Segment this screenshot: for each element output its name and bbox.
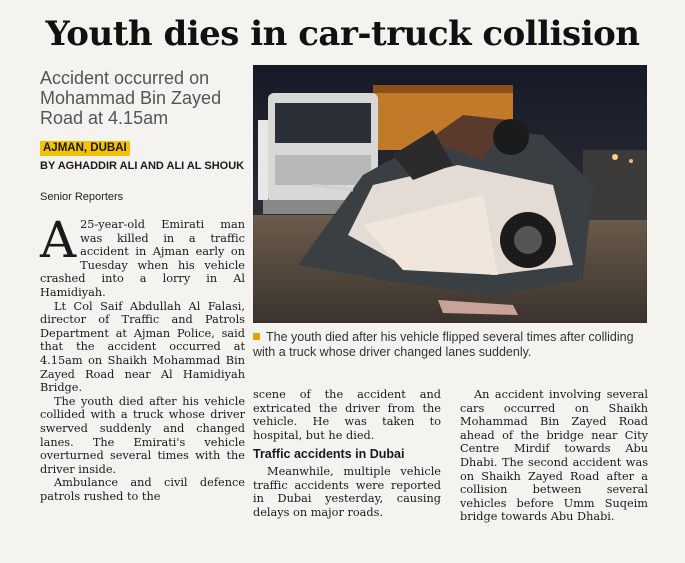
- drop-cap: A: [40, 211, 77, 269]
- subheadline: Accident occurred on Mohammad Bin Zayed Road at 4.15am: [40, 68, 222, 128]
- caption-marker: [253, 333, 260, 340]
- article-paragraph: [40, 211, 245, 300]
- article-paragraph: Meanwhile, multiple vehicle traffic accidents were reported in Dubai yesterday, causing delays on major roads.: [253, 464, 441, 519]
- section-subhead: Traffic accidents in Dubai: [253, 447, 405, 462]
- byline: BY AGHADDIR ALI AND ALI AL SHOUK: [40, 160, 245, 172]
- caption-text: The youth died after his vehicle flipped several times after colliding with a truck whose driver changed lanes suddenly.: [253, 330, 634, 359]
- article-paragraph: An accident involving several cars occurred on Shaikh Mohammad Bin Zayed Road ahead of the bridge near City Centre Mirdif towards Abu Dhabi. The second accident was on Shaikh Zayed Road after a collision between several vehicles before Umm Suqeim bridge towards Abu Dhabi.: [460, 388, 648, 524]
- photo-caption: [253, 330, 647, 360]
- article-column-3: [460, 388, 648, 524]
- article-column-1: [40, 211, 245, 503]
- article-paragraph: The youth died after his vehicle collided with a truck whose driver swerved suddenly and changed lanes. The Emirati's vehicle overturned several times with the driver inside.: [40, 394, 245, 476]
- dateline: AJMAN, DUBAI: [40, 141, 130, 156]
- accident-photo: [253, 65, 647, 323]
- accident-photo-graphic: [253, 65, 647, 323]
- paragraph-text: 25-year-old Emirati man was killed in a traffic accident in Ajman early on Tuesday when his vehicle crashed into a lorry in Al Hamidiyah.: [40, 218, 245, 299]
- byline-role: Senior Reporters: [40, 191, 124, 203]
- headline: Youth dies in car-truck collision: [45, 14, 640, 54]
- article-paragraph: Ambulance and civil defence patrols rushed to the: [40, 476, 245, 503]
- article-paragraph: scene of the accident and extricated the driver from the vehicle. He was taken to hospital, but he died.: [253, 388, 441, 442]
- article-column-2: [253, 388, 441, 519]
- article-paragraph: Lt Col Saif Abdullah Al Falasi, director of Traffic and Patrols Department at Ajman Police, said that the accident occurred at 4.15am on Shaikh Mohammad Bin Zayed Road near Al Hamidiyah Bridge.: [40, 299, 245, 395]
